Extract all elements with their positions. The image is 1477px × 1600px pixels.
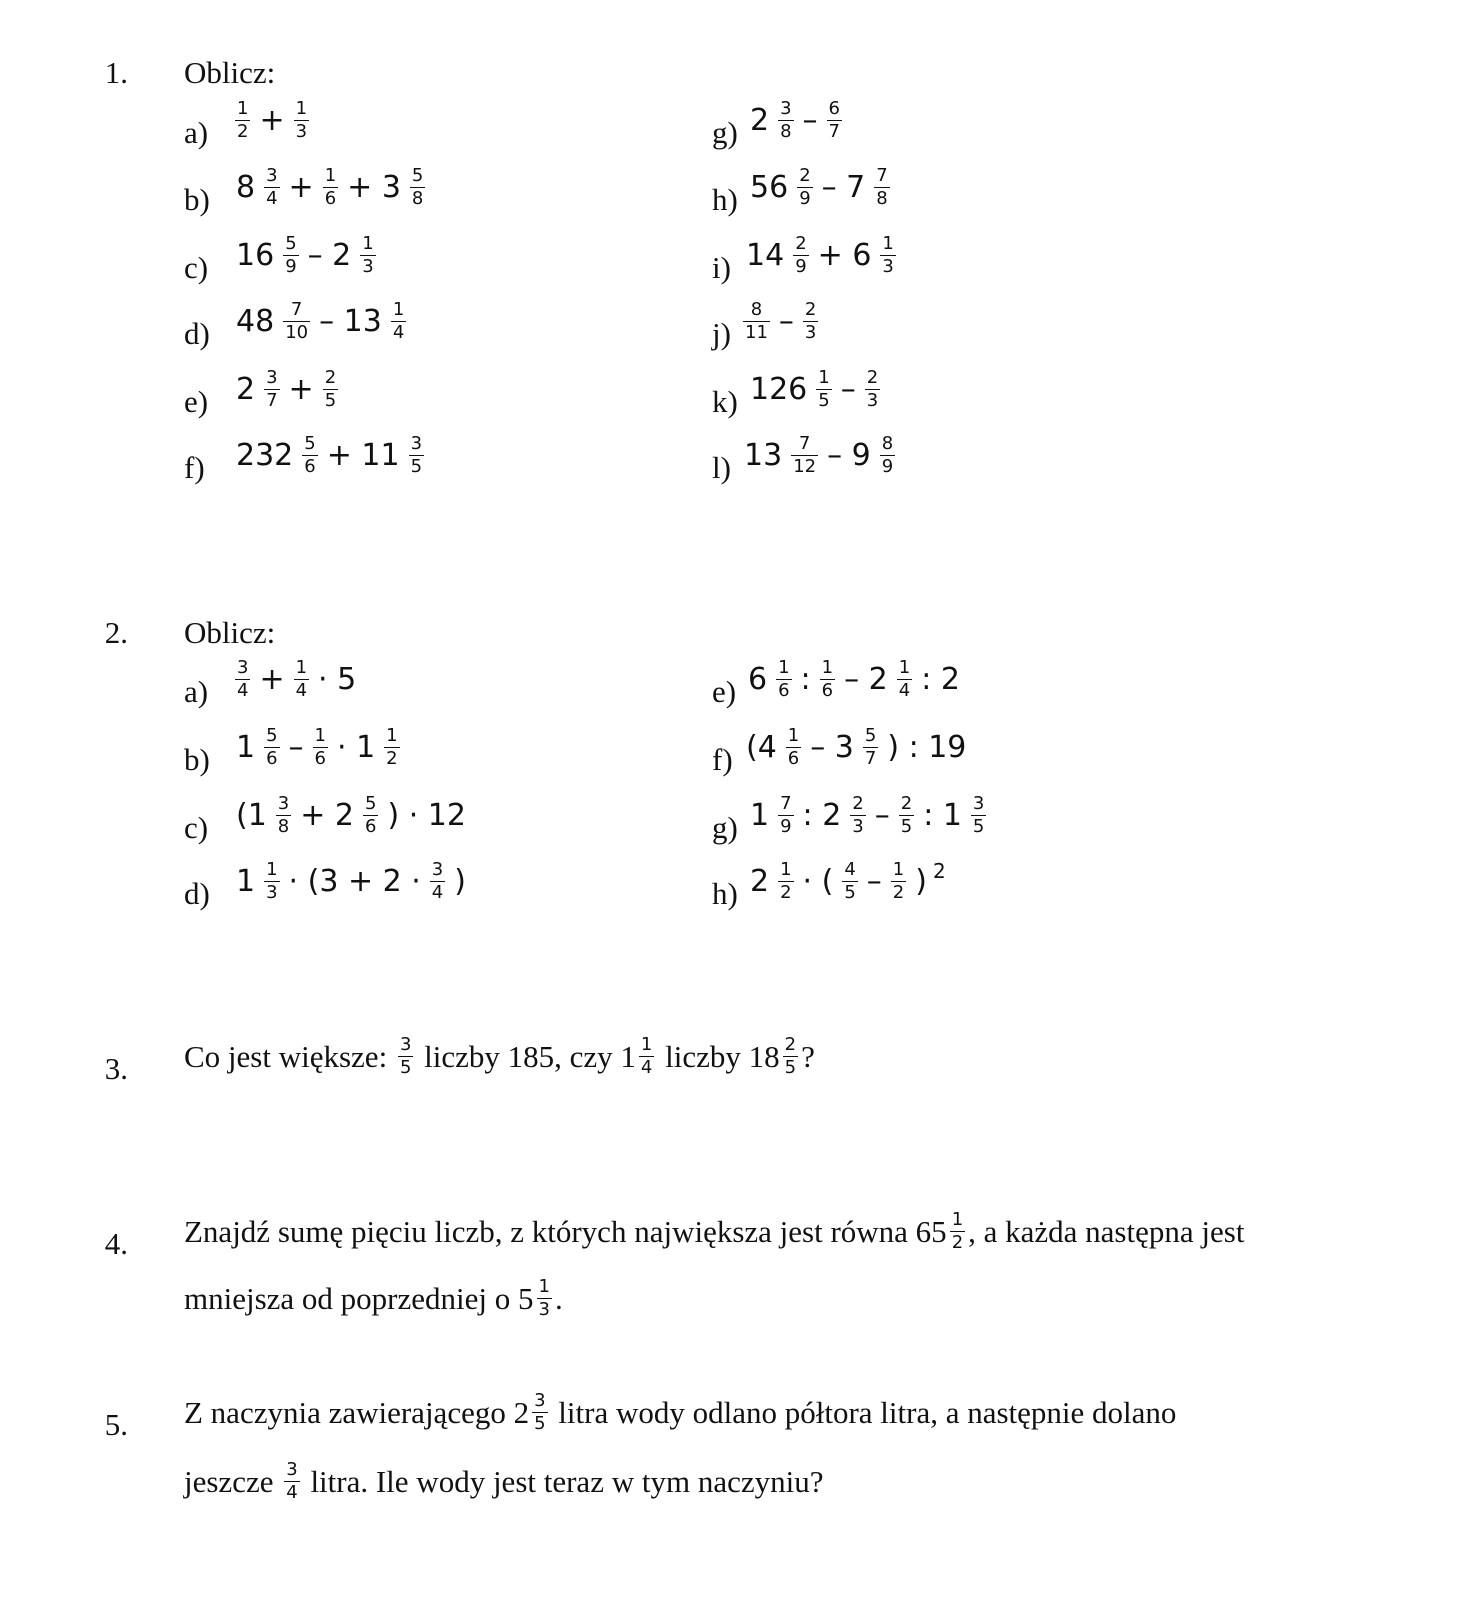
task-1d-expression [236,301,409,343]
fraction-denominator: 5 [784,1056,797,1078]
fraction-numerator: 1 [951,1209,964,1230]
fraction-numerator: 1 [237,98,249,119]
fraction [863,727,878,769]
fraction-denominator: 7 [828,120,840,142]
expr-text: 14 [746,237,785,273]
expr-text: – [802,102,818,138]
expr-text: liczby 185, czy 1 [416,1039,636,1075]
task-5-line-2 [184,1461,823,1503]
expr-text: 16 [236,237,275,273]
fraction-denominator: 2 [237,120,249,142]
fraction-denominator: 6 [304,455,316,477]
task-5-line-1 [184,1392,1176,1434]
task-1e-expression [236,369,341,411]
expr-text: – [866,863,882,899]
expr-text: (4 [746,729,777,765]
fraction-denominator: 3 [852,815,864,837]
fraction-denominator: 5 [844,881,856,903]
fraction [776,659,791,701]
fraction [891,861,906,903]
fraction [363,795,378,837]
task-1l-expression [744,435,898,477]
expr-text: + [259,661,285,697]
task-1g-expression [750,100,845,142]
fraction [850,795,865,837]
task-2b-expression [236,727,403,769]
task-1h-expression [750,167,893,209]
fraction [950,1211,965,1253]
task-1h-label: h) [712,182,738,217]
fraction [820,659,835,701]
expr-text: 6 [748,661,768,697]
fraction-numerator: 3 [277,793,290,814]
fraction-numerator: 1 [818,367,830,388]
expr-text: : 2 [921,661,960,697]
fraction-numerator: 7 [290,299,303,320]
task-3-text [184,1036,815,1078]
task-1d-label: d) [184,316,210,351]
fraction [235,659,250,701]
fraction-denominator: 8 [277,815,290,837]
fraction-denominator: 8 [876,187,888,209]
task-2f-label: f) [712,742,733,777]
task-1e-label: e) [184,384,209,419]
fraction-numerator: 1 [314,725,326,746]
task-1a-label: a) [184,115,209,150]
fraction-numerator: 7 [780,793,792,814]
task-1b-label: b) [184,182,210,217]
fraction-numerator: 3 [972,793,985,814]
expr-text: + 6 [817,237,872,273]
expr-text: : [800,661,811,697]
fraction-numerator: 1 [386,725,398,746]
expr-text: + [288,371,314,407]
expr-text: – [288,729,304,765]
fraction-numerator: 5 [411,165,424,186]
fraction-numerator: 3 [534,1390,546,1411]
fraction [302,435,317,477]
task-1a-expression [232,100,312,142]
fraction-numerator: 2 [866,367,879,388]
fraction-denominator: 9 [780,815,792,837]
task-2g-label: g) [712,810,738,845]
fraction-numerator: 5 [266,725,278,746]
fraction [880,435,895,477]
expr-text: ) [915,863,927,899]
fraction [537,1278,552,1320]
fraction-numerator: 1 [266,859,278,880]
fraction-denominator: 5 [410,455,423,477]
fraction-numerator: 8 [750,299,763,320]
task-2f-expression [746,727,966,769]
fraction-denominator: 6 [266,747,278,769]
fraction [323,369,338,411]
fraction-numerator: 1 [892,859,905,880]
fraction [816,369,831,411]
fraction-denominator: 4 [237,679,249,701]
fraction [313,727,328,769]
fraction-denominator: 10 [285,321,309,343]
fraction [391,301,406,343]
fraction-numerator: 1 [882,233,894,254]
fraction [360,235,375,277]
expr-text: ) : 19 [887,729,967,765]
fraction-numerator: 5 [285,233,297,254]
task-1g-label: g) [712,115,738,150]
fraction-numerator: 1 [898,657,911,678]
fraction-numerator: 1 [538,1276,550,1297]
task-1j-label: j) [712,316,731,351]
expr-text: – 7 [821,169,866,205]
fraction [264,167,279,209]
fraction-numerator: 1 [821,657,834,678]
fraction [532,1392,547,1434]
task-2e-label: e) [712,674,737,709]
fraction-denominator: 9 [795,255,807,277]
expr-text: · ( [802,863,834,899]
fraction-denominator: 9 [881,455,894,477]
expr-text: – [778,303,794,339]
fraction [283,235,298,277]
fraction-numerator: 2 [900,793,913,814]
fraction-numerator: 3 [286,1459,298,1480]
task-2h-label: h) [712,876,738,911]
expr-text: · 5 [318,661,357,697]
fraction [283,301,310,343]
expr-text: – 9 [827,437,871,473]
fraction-denominator: 4 [640,1056,653,1078]
task-2a-label: a) [184,674,209,709]
fraction [639,1036,654,1078]
fraction-denominator: 5 [972,815,985,837]
fraction-numerator: 7 [798,433,811,454]
fraction [323,167,338,209]
task-2d-expression [236,861,466,903]
task-2c-expression [236,795,466,837]
expr-text: · 1 [337,729,376,765]
fraction-denominator: 6 [778,679,790,701]
fraction-denominator: 2 [951,1231,964,1253]
fraction [793,235,808,277]
expr-text: – 3 [810,729,854,765]
fraction [897,659,912,701]
task-1b-expression [236,167,428,209]
fraction-denominator: 3 [362,255,374,277]
task-3-number: 3. [104,1051,128,1086]
expr-text: 56 [750,169,789,205]
fraction-numerator: 7 [876,165,888,186]
fraction-denominator: 5 [399,1056,412,1078]
expr-text: – 2 [844,661,888,697]
fraction-denominator: 2 [386,747,398,769]
expr-text: ) [454,863,466,899]
fraction-numerator: 2 [804,299,817,320]
task-1k-expression [750,369,883,411]
fraction-denominator: 11 [745,321,768,343]
fraction-numerator: 2 [852,793,864,814]
task-1k-label: k) [712,384,738,419]
task-1j-expression [740,301,821,343]
fraction-denominator: 4 [392,321,405,343]
fraction [971,795,986,837]
fraction [778,861,793,903]
expr-text: + [288,169,314,205]
fraction-denominator: 5 [818,389,830,411]
task-2c-label: c) [184,810,209,845]
fraction-numerator: 2 [795,233,807,254]
expr-text: – [840,371,856,407]
fraction-denominator: 3 [295,120,308,142]
fraction [430,861,445,903]
expr-text: 232 [236,437,294,473]
expr-text: 126 [750,371,808,407]
fraction-numerator: 4 [844,859,856,880]
fraction-numerator: 2 [324,367,337,388]
fraction-denominator: 5 [324,389,337,411]
expr-text: – [874,797,890,833]
expr-text: 48 [236,303,275,339]
expr-text: ) · 12 [387,797,466,833]
fraction-denominator: 3 [866,389,879,411]
fraction-numerator: 1 [640,1034,653,1055]
task-4-number: 4. [104,1226,128,1261]
task-5-number: 5. [104,1407,128,1442]
expr-text: 13 [744,437,783,473]
task-2a-expression [232,659,356,701]
fraction [874,167,889,209]
fraction-denominator: 4 [266,187,278,209]
task-1c-label: c) [184,250,209,285]
expr-text: 1 [750,797,770,833]
fraction-numerator: 3 [399,1034,412,1055]
task-2e-expression [748,659,960,701]
fraction [778,100,793,142]
fraction [235,100,250,142]
fraction-numerator: 5 [864,725,877,746]
fraction [743,301,770,343]
fraction-denominator: 8 [411,187,424,209]
expr-text: liczby 18 [657,1039,780,1075]
expr-text: 2 [750,863,770,899]
fraction-denominator: 7 [864,747,877,769]
fraction-denominator: 9 [285,255,297,277]
fraction [294,100,309,142]
fraction [284,1461,299,1503]
fraction-denominator: 3 [266,881,278,903]
expr-text: + [259,102,285,138]
exponent: 2 [932,859,946,883]
fraction [880,235,895,277]
fraction [791,435,818,477]
task-4-line-2 [184,1278,563,1320]
fraction-numerator: 3 [780,98,792,119]
fraction-numerator: 5 [365,793,377,814]
fraction [842,861,857,903]
fraction-numerator: 1 [780,859,792,880]
fraction [410,167,425,209]
fraction-denominator: 2 [892,881,905,903]
task-4-line-1 [184,1211,1244,1253]
fraction [264,861,279,903]
fraction-numerator: 5 [304,433,316,454]
expr-text: , a każda następna jest [968,1214,1245,1250]
expr-text: litra wody odlano półtora litra, a następnie dolano [550,1395,1177,1431]
expr-text: + 2 [300,797,355,833]
task-1c-expression [236,235,379,277]
fraction [827,100,842,142]
fraction-denominator: 8 [780,120,792,142]
expr-text: 1 [236,863,256,899]
fraction-denominator: 12 [793,455,817,477]
expr-text: · (3 + 2 · [288,863,421,899]
expr-text: – 13 [319,303,382,339]
task-1i-label: i) [712,250,731,285]
fraction [899,795,914,837]
fraction-denominator: 4 [286,1481,298,1503]
fraction-numerator: 1 [787,725,800,746]
fraction [264,369,279,411]
task-2d-label: d) [184,876,210,911]
expr-text: – 2 [307,237,352,273]
fraction-denominator: 7 [266,389,278,411]
expr-text: (1 [236,797,267,833]
expr-text: + 3 [347,169,401,205]
expr-text: : 2 [802,797,842,833]
expr-text: : 1 [923,797,962,833]
fraction-denominator: 4 [431,881,444,903]
fraction [384,727,399,769]
fraction-denominator: 4 [898,679,911,701]
expr-text: litra. Ile wody jest teraz w tym naczyniu? [302,1464,824,1500]
fraction [409,435,424,477]
fraction [803,301,818,343]
fraction [778,795,793,837]
fraction-denominator: 4 [295,679,308,701]
task-1f-expression [236,435,427,477]
task-1l-label: l) [712,450,731,485]
fraction-numerator: 3 [266,165,278,186]
task-2h-expression [750,861,946,903]
fraction-denominator: 6 [787,747,800,769]
expr-text: Znajdź sumę pięciu liczb, z których największa jest równa 65 [184,1214,947,1250]
task-1f-label: f) [184,450,205,485]
fraction [276,795,291,837]
task-2-number: 2. [104,615,128,650]
fraction-numerator: 1 [778,657,790,678]
fraction-numerator: 3 [266,367,278,388]
fraction-denominator: 3 [538,1298,550,1320]
fraction-denominator: 6 [821,679,834,701]
fraction-numerator: 2 [799,165,811,186]
task-1i-expression [746,235,899,277]
expr-text: jeszcze [184,1464,282,1500]
expr-text: ? [801,1039,815,1075]
fraction-numerator: 8 [881,433,894,454]
fraction [398,1036,413,1078]
fraction [783,1036,798,1078]
fraction-numerator: 1 [362,233,374,254]
fraction-denominator: 5 [900,815,913,837]
fraction-numerator: 1 [295,657,308,678]
expr-text: 1 [236,729,256,765]
fraction-numerator: 3 [431,859,444,880]
fraction-denominator: 9 [799,187,811,209]
fraction-numerator: 1 [392,299,405,320]
fraction [294,659,309,701]
expr-text: . [554,1281,563,1317]
task-1-title: Oblicz: [184,55,276,90]
fraction-numerator: 1 [295,98,308,119]
fraction [797,167,812,209]
fraction-numerator: 1 [324,165,337,186]
fraction [865,369,880,411]
fraction-denominator: 3 [804,321,817,343]
fraction-denominator: 6 [365,815,377,837]
task-1-number: 1. [104,55,128,90]
fraction-denominator: 5 [534,1412,546,1434]
fraction-numerator: 3 [410,433,423,454]
fraction [264,727,279,769]
fraction-denominator: 2 [780,881,792,903]
expr-text: mniejsza od poprzedniej o 5 [184,1281,534,1317]
expr-text: 2 [750,102,770,138]
task-2-title: Oblicz: [184,615,276,650]
expr-text: 8 [236,169,256,205]
fraction-numerator: 6 [828,98,840,119]
fraction-denominator: 6 [314,747,326,769]
task-2g-expression [750,795,989,837]
expr-text: Co jest większe: [184,1039,395,1075]
fraction-numerator: 2 [784,1034,797,1055]
task-2b-label: b) [184,742,210,777]
fraction-denominator: 3 [882,255,894,277]
expr-text: + 11 [326,437,400,473]
fraction-denominator: 6 [324,187,337,209]
expr-text: Z naczynia zawierającego 2 [184,1395,530,1431]
fraction [786,727,801,769]
expr-text: 2 [236,371,256,407]
fraction-numerator: 3 [237,657,249,678]
